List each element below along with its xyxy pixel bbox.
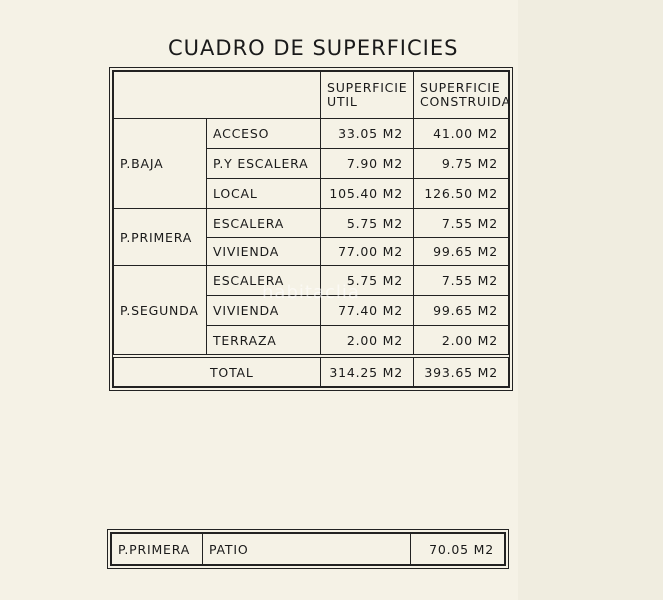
patio-floor: P.PRIMERA — [111, 533, 203, 565]
space-label: TERRAZA — [206, 325, 321, 355]
header-construida-line2: CONSTRUIDA — [420, 94, 511, 109]
patio-table — [110, 532, 506, 566]
construida-value: 41.00 M2 — [413, 118, 509, 149]
construida-value: 99.65 M2 — [413, 295, 509, 326]
space-label: ESCALERA — [206, 208, 321, 238]
util-value: 5.75 M2 — [320, 208, 414, 238]
space-label: VIVIENDA — [206, 237, 321, 266]
construida-value: 2.00 M2 — [413, 325, 509, 355]
util-value: 5.75 M2 — [320, 265, 414, 296]
util-value: 77.00 M2 — [320, 237, 414, 266]
space-label: P.Y ESCALERA — [206, 148, 321, 179]
header-util-line1: SUPERFICIE — [327, 80, 408, 95]
patio-space: PATIO — [202, 533, 411, 565]
construida-value: 9.75 M2 — [413, 148, 509, 179]
space-label: LOCAL — [206, 178, 321, 209]
util-value: 7.90 M2 — [320, 148, 414, 179]
floor-label: P.PRIMERA — [113, 208, 207, 266]
header-construida-line1: SUPERFICIE — [420, 80, 501, 95]
header-util — [320, 71, 414, 119]
patio-area: 70.05 M2 — [410, 533, 505, 565]
construida-value: 7.55 M2 — [413, 208, 509, 238]
floor-label: P.BAJA — [113, 118, 207, 209]
watermark: habitaclia — [262, 282, 360, 303]
util-value: 105.40 M2 — [320, 178, 414, 209]
util-value: 2.00 M2 — [320, 325, 414, 355]
space-label: ESCALERA — [206, 265, 321, 296]
construida-value: 126.50 M2 — [413, 178, 509, 209]
header-util-line2: UTIL — [327, 94, 358, 109]
space-label: VIVIENDA — [206, 295, 321, 326]
construida-value: 7.55 M2 — [413, 265, 509, 296]
header-construida — [413, 71, 509, 119]
space-label: ACCESO — [206, 118, 321, 149]
total-label: TOTAL — [113, 357, 321, 387]
table-title: CUADRO DE SUPERFICIES — [168, 36, 459, 60]
construida-value: 99.65 M2 — [413, 237, 509, 266]
paper-edge — [518, 0, 663, 600]
total-util: 314.25 M2 — [320, 357, 414, 387]
header-blank-cell — [113, 71, 321, 119]
floor-label: P.SEGUNDA — [113, 265, 207, 355]
surface-table — [112, 70, 510, 388]
util-value: 33.05 M2 — [320, 118, 414, 149]
util-value: 77.40 M2 — [320, 295, 414, 326]
total-construida: 393.65 M2 — [413, 357, 509, 387]
